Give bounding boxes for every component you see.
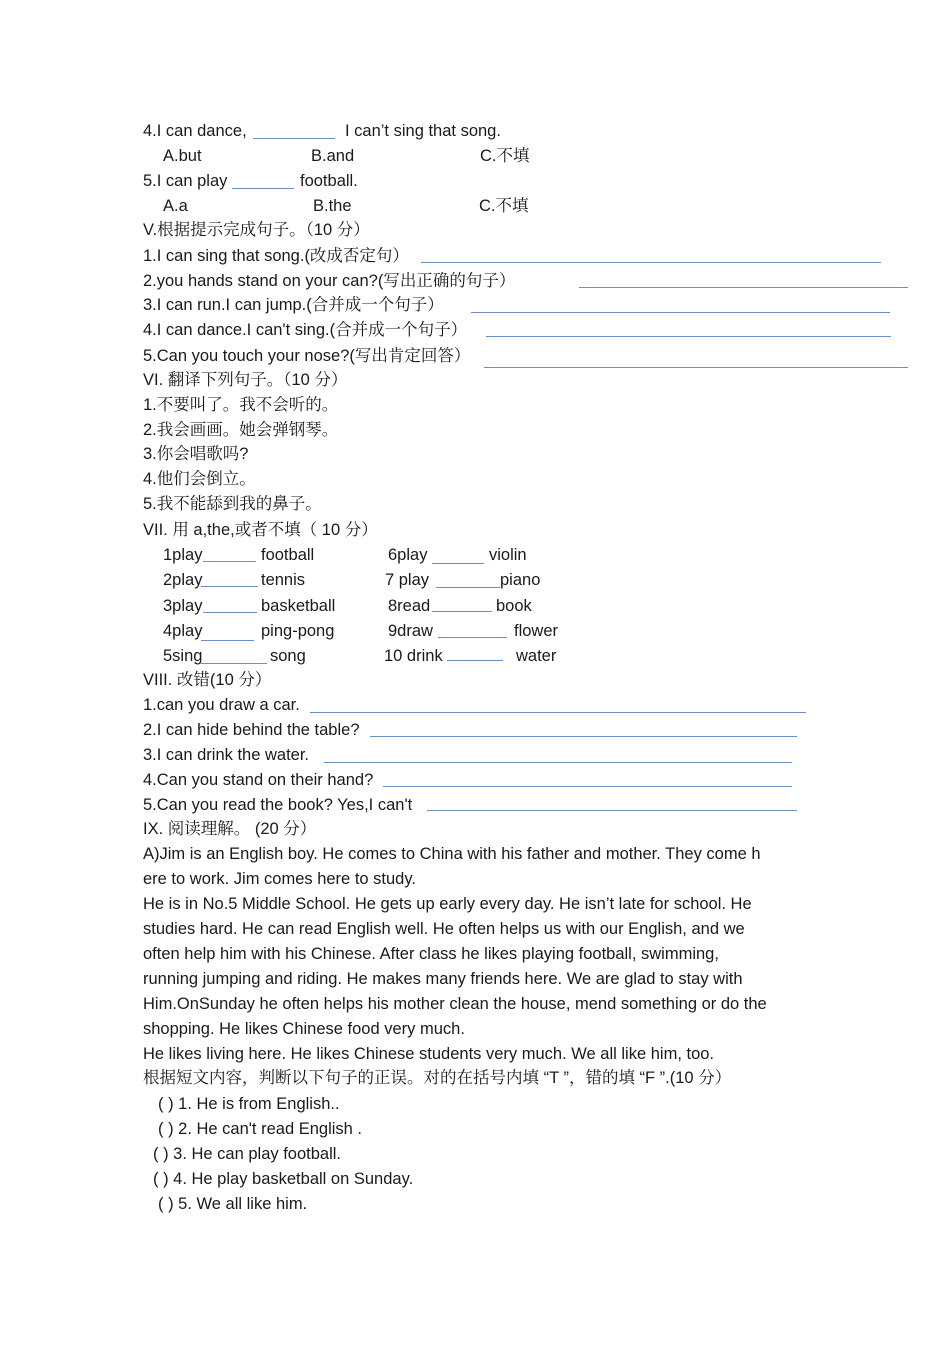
- s8-item-1: 1.can you draw a car.: [143, 696, 300, 714]
- passage-line-2: ere to work. Jim comes here to study.: [143, 870, 416, 888]
- s7-left-5-prefix: 5sing: [163, 647, 203, 665]
- s7-right-1-noun: violin: [489, 546, 527, 564]
- s7-right-4-prefix: 9draw: [388, 622, 433, 640]
- q4-option-a: A.but: [163, 147, 202, 165]
- s7-right-4-noun: flower: [514, 622, 559, 640]
- s6-item-2: 2.我会画画。她会弹钢琴。: [143, 421, 339, 439]
- section7-title: VII. 用 a,the,或者不填（ 10 分）: [143, 521, 378, 539]
- q4-option-c: C.不填: [480, 147, 530, 165]
- tf-item-2: ( ) 2. He can't read English .: [158, 1120, 362, 1138]
- q5-suffix: football.: [300, 172, 358, 190]
- passage-line-1: A)Jim is an English boy. He comes to China with his father and mother. They come h: [143, 845, 761, 863]
- s5-item-4: 4.I can dance.I can't sing.(合并成一个句子）: [143, 321, 468, 339]
- s7-left-2-prefix: 2play: [163, 571, 203, 589]
- s8-item-3: 3.I can drink the water.: [143, 746, 310, 764]
- s7-left-1-noun: football: [261, 546, 315, 564]
- s8-item-5: 5.Can you read the book? Yes,I can't: [143, 796, 413, 814]
- s8-answer-line-1[interactable]: [310, 712, 806, 713]
- q5-blank[interactable]: [232, 188, 294, 189]
- s7-left-5-noun: song: [270, 647, 306, 665]
- section9-title: IX. 阅读理解。 (20 分）: [143, 820, 317, 838]
- q4-prefix: 4.I can dance,: [143, 122, 247, 140]
- s5-answer-line-5[interactable]: [484, 367, 908, 368]
- q4-blank[interactable]: [253, 138, 335, 139]
- s8-item-4: 4.Can you stand on their hand?: [143, 771, 374, 789]
- passage-line-4: studies hard. He can read English well. He often helps us with our English, and we: [143, 920, 745, 938]
- s6-item-4: 4.他们会倒立。: [143, 470, 256, 488]
- s7-left-1-prefix: 1play: [163, 546, 203, 564]
- tf-item-3: ( ) 3. He can play football.: [153, 1145, 342, 1163]
- s6-item-1: 1.不要叫了。我不会听的。: [143, 396, 339, 414]
- passage-line-9: He likes living here. He likes Chinese students very much. We all like him, too.: [143, 1045, 715, 1063]
- s5-answer-line-3[interactable]: [471, 312, 890, 313]
- s7-right-3-blank[interactable]: [432, 611, 492, 612]
- passage-line-5: often help him with his Chinese. After class he likes playing football, swimming,: [143, 945, 719, 963]
- s7-right-3-noun: book: [496, 597, 532, 615]
- s7-right-1-prefix: 6play: [388, 546, 428, 564]
- s7-right-2-blank[interactable]: [436, 587, 500, 588]
- tf-instruction: 根据短文内容，判断以下句子的正误。对的在括号内填 “T ”，错的填 “F ”.(10 分）: [143, 1069, 732, 1087]
- s8-answer-line-2[interactable]: [370, 736, 797, 737]
- q4-suffix: I can’t sing that song.: [345, 122, 501, 140]
- s7-left-3-blank[interactable]: [203, 612, 257, 613]
- s7-right-2-prefix: 7 play: [385, 571, 430, 589]
- s7-left-5-blank[interactable]: [201, 663, 267, 664]
- q5-option-b: B.the: [313, 197, 352, 215]
- s7-left-3-noun: basketball: [261, 597, 336, 615]
- s8-answer-line-3[interactable]: [324, 762, 792, 763]
- s8-answer-line-5[interactable]: [427, 810, 797, 811]
- s5-item-1: 1.I can sing that song.(改成否定句）: [143, 247, 409, 265]
- s5-answer-line-1[interactable]: [421, 262, 881, 263]
- s7-right-2-noun: piano: [500, 571, 541, 589]
- s5-item-5: 5.Can you touch your nose?(写出肯定回答）: [143, 347, 471, 365]
- tf-item-4: ( ) 4. He play basketball on Sunday.: [153, 1170, 414, 1188]
- s7-left-4-noun: ping-pong: [261, 622, 335, 640]
- s7-right-5-blank[interactable]: [447, 660, 503, 661]
- section6-title: VI. 翻译下列句子。（10 分）: [143, 371, 348, 389]
- q5-option-c: C.不填: [479, 197, 529, 215]
- tf-item-1: ( ) 1. He is from English..: [158, 1095, 340, 1113]
- tf-item-5: ( ) 5. We all like him.: [158, 1195, 308, 1213]
- s8-answer-line-4[interactable]: [383, 786, 792, 787]
- passage-line-6: running jumping and riding. He makes many friends here. We are glad to stay with: [143, 970, 743, 988]
- q5-option-a: A.a: [163, 197, 188, 215]
- s6-item-5: 5.我不能舔到我的鼻子。: [143, 495, 322, 513]
- q4-option-b: B.and: [311, 147, 355, 165]
- s5-item-2: 2.you hands stand on your can?(写出正确的句子）: [143, 272, 516, 290]
- s7-left-3-prefix: 3play: [163, 597, 203, 615]
- s7-right-3-prefix: 8read: [388, 597, 431, 615]
- passage-line-8: shopping. He likes Chinese food very much.: [143, 1020, 465, 1038]
- s5-answer-line-2[interactable]: [579, 287, 908, 288]
- s6-item-3: 3.你会唱歌吗?: [143, 445, 249, 463]
- s7-left-2-blank[interactable]: [201, 586, 258, 587]
- passage-line-7: Him.OnSunday he often helps his mother clean the house, mend something or do the: [143, 995, 767, 1013]
- s8-item-2: 2.I can hide behind the table?: [143, 721, 360, 739]
- s7-left-1-blank[interactable]: [203, 561, 256, 562]
- s7-left-4-prefix: 4play: [163, 622, 203, 640]
- section5-title: V.根据提示完成句子。（10 分）: [143, 221, 370, 239]
- s7-right-5-noun: water: [516, 647, 557, 665]
- section8-title: VIII. 改错(10 分）: [143, 671, 272, 689]
- s7-left-2-noun: tennis: [261, 571, 306, 589]
- passage-line-3: He is in No.5 Middle School. He gets up early every day. He isn’t late for school. He: [143, 895, 752, 913]
- s7-left-4-blank[interactable]: [201, 640, 254, 641]
- s7-right-4-blank[interactable]: [438, 637, 507, 638]
- s7-right-1-blank[interactable]: [432, 563, 484, 564]
- s5-item-3: 3.I can run.I can jump.(合并成一个句子）: [143, 296, 444, 314]
- s5-answer-line-4[interactable]: [486, 336, 891, 337]
- s7-right-5-prefix: 10 drink: [384, 647, 443, 665]
- q5-prefix: 5.I can play: [143, 172, 228, 190]
